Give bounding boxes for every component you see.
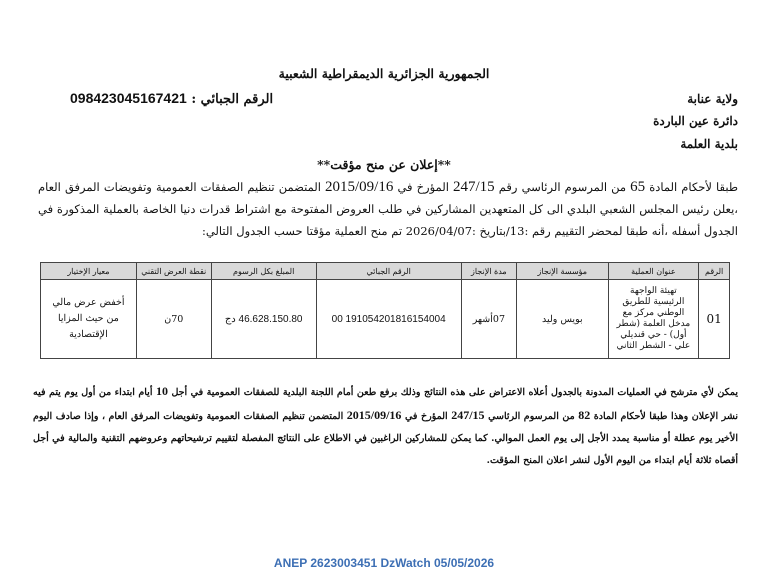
footer-part-4: المؤرخ في bbox=[404, 411, 448, 422]
header-duration: مدة الإنجاز bbox=[461, 263, 516, 280]
footer-part-5: المتضمن تنظيم الصفقات العمومية وتفويضات المرفق العام ، وإذا صادف اليوم الأخير يوم عطلة أو مناسبة يمدد الأجل إلى يوم العمل الموالي. كما يمكن للمشاركين الراغبين في الاطلاع على النتائج المفصلة لتقييم ترشيحاتهم وعروضهم التقنية والمالية في أجل أقصاه ثلاثة أيام ابتداء من اليوم الأول لنشر اعلان المنح المؤقت. bbox=[33, 411, 738, 466]
award-table bbox=[40, 262, 730, 359]
body-part-1: طبقا لأحكام المادة bbox=[649, 180, 738, 194]
footer-part-3: من المرسوم الرئاسي bbox=[488, 411, 575, 422]
daira-label: دائرة عين الباردة bbox=[653, 114, 738, 128]
header-nif: الرقم الجبائي bbox=[316, 263, 461, 280]
footer-date: 2015/09/16 bbox=[346, 408, 402, 422]
cell-company: بويس وليد bbox=[517, 280, 608, 359]
announcement-body bbox=[38, 176, 738, 242]
table-header-row bbox=[41, 263, 730, 280]
footer-part-2: أيام ابتداء من أول يوم يتم فيه نشر الإعلان وهذا طبقا لأحكام المادة bbox=[33, 387, 739, 422]
cell-num: 01 bbox=[699, 280, 730, 359]
cell-nif: 191054201816154004 00 bbox=[316, 280, 461, 359]
header-tech: نقطة العرض التقني bbox=[136, 263, 211, 280]
announcement-title: **إعلان عن منح مؤقت** bbox=[317, 157, 451, 172]
tax-id bbox=[70, 90, 273, 107]
header-amount: المبلغ بكل الرسوم bbox=[211, 263, 316, 280]
footer-decree: 247/15 bbox=[451, 408, 485, 422]
baladia-label: بلدية العلمة bbox=[680, 137, 738, 151]
tax-id-label: الرقم الجبائي : bbox=[191, 92, 274, 107]
cell-criteria: أخفض عرض مالي من حيث المزايا الإقتصادية bbox=[41, 280, 137, 359]
footer-part-1: يمكن لأي مترشح في العمليات المدونة بالجدول أعلاه الاعتراض على هذه النتائج وذلك برفع طعن أمام اللجنة البلدية للصفقات العمومية في أجل bbox=[171, 387, 739, 398]
cell-project bbox=[608, 280, 699, 359]
cell-tech: 70ن bbox=[136, 280, 211, 359]
body-part-4: المتضمن تنظيم الصفقات العمومية وتفويضات المرفق العام ،يعلن رئيس المجلس الشعبي البلدي الى كل المتعهدين المشاركين في طلب العروض المفتوحة مع اشتراط قدرات دنيا الخاصة بالعملية المذكورة في الجدول أسفله ،أنه طبقا لمحضر التقييم رقم :13/بتاريخ :2026/04/07 تم منح العملية مؤقتا حسب الجدول التالي: bbox=[38, 180, 738, 238]
body-decree-number: 247/15 bbox=[453, 179, 495, 195]
appeal-notice bbox=[33, 380, 738, 472]
body-part-2: من المرسوم الرئاسي رقم bbox=[498, 180, 627, 194]
header-project: عنوان العملية bbox=[608, 263, 699, 280]
header-num: الرقم bbox=[699, 263, 730, 280]
body-part-3: المؤرخ في bbox=[397, 180, 449, 194]
tax-id-value: 098423045167421 bbox=[70, 90, 187, 106]
publication-stamp: ANEP 2623003451 DzWatch 05/05/2026 bbox=[273, 556, 495, 570]
footer-article: 82 bbox=[578, 408, 591, 422]
table-row bbox=[41, 280, 730, 359]
body-article-number: 65 bbox=[630, 179, 646, 195]
body-decree-date: 2015/09/16 bbox=[325, 179, 394, 195]
wilaya-label: ولاية عنابة bbox=[687, 92, 738, 106]
cell-project-text: تهيئة الواجهة الرئيسية للطريق الوطني مركز مع مدخل العلمة (شطر أول) - حي قنديلي علي - الشطر الثاني bbox=[616, 286, 691, 351]
cell-duration: 07أشهر bbox=[461, 280, 516, 359]
header-company: مؤسسة الإنجاز bbox=[517, 263, 608, 280]
republic-title: الجمهورية الجزائرية الديمقراطية الشعبية bbox=[278, 66, 490, 81]
footer-days: 10 bbox=[155, 384, 168, 398]
cell-amount: 46.628.150.80 دج bbox=[211, 280, 316, 359]
header-criteria: معيار الإختيار bbox=[41, 263, 137, 280]
